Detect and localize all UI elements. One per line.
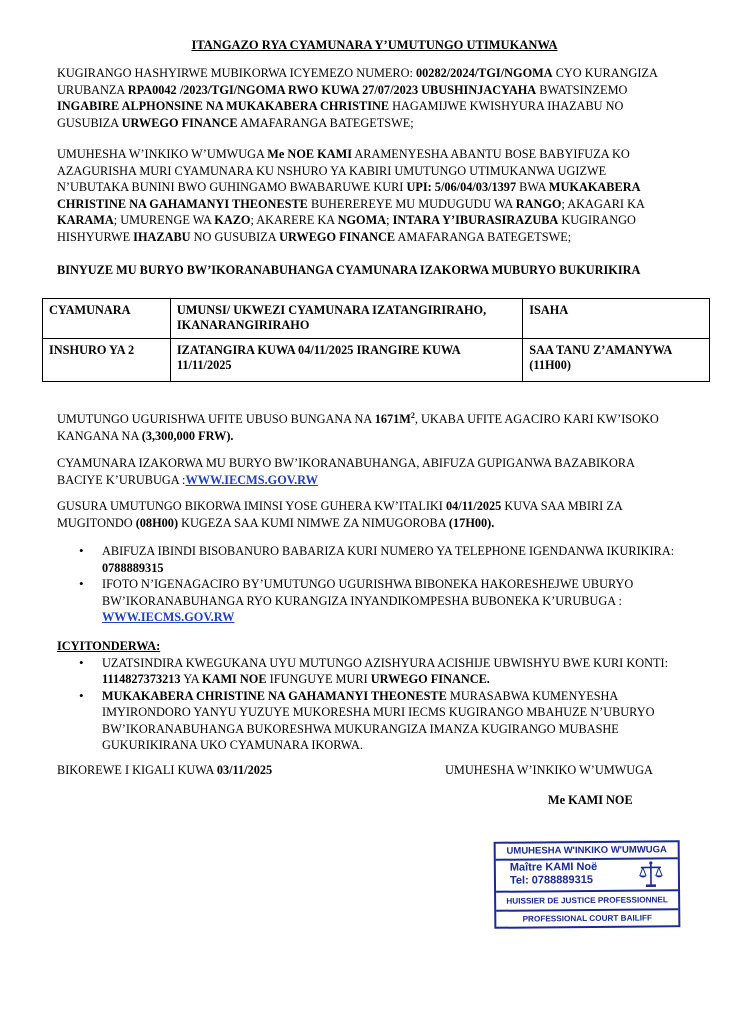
table-cell: INSHURO YA 2: [43, 339, 171, 382]
bailiff-text: ARAMENYESHA ABANTU BOSE BABYIFUZA KO AZAGURISHA MURI CYAMUNARA KU NSHURO YA KABIRI UMUTUNGO UTIMUKANWA UGIZWE N’UBUTAKA BUNINI BWO GUHINGAMO BWABARUWE KURI: [57, 147, 630, 194]
table-header-cell: ISAHA: [523, 299, 710, 339]
iecms-website-link[interactable]: WWW.IECMS.GOV.RW: [185, 472, 318, 487]
bailiff-text: NO GUSUBIZA: [190, 229, 280, 244]
stamp-phone: Tel: 0788889315: [509, 873, 593, 887]
account-number: 1114827373213: [102, 672, 181, 686]
intro-text: CYO KURANGIZA URUBANZA: [57, 66, 658, 97]
bailiff-text: BUHEREREYE MU MUDUGUDU WA: [307, 196, 516, 211]
stamp-identity: [496, 859, 678, 893]
visit-text: GUSURA UMUTUNGO BIKORWA IMINSI YOSE GUHERA KW’ITALIKI: [57, 499, 446, 513]
list-item: [57, 655, 677, 688]
scales-of-justice-icon: [638, 860, 664, 888]
fine-word: IHAZABU: [133, 229, 191, 244]
list-item: [57, 688, 677, 754]
visit-start-time: (08H00): [135, 515, 179, 530]
intro-text: BWATSINZEMO: [536, 82, 628, 97]
upi-number: UPI: 5/06/04/03/1397: [406, 180, 517, 194]
intro-paragraph: [57, 65, 677, 131]
stamp-title: UMUHESHA W'INKIKO W'UMWUGA: [496, 842, 678, 861]
decision-number: 00282/2024/TGI/NGOMA: [416, 66, 553, 80]
table-header-row: [43, 299, 710, 339]
cell-name: KARAMA: [57, 213, 114, 227]
creditor-name: URWEGO FINANCE: [121, 115, 238, 130]
owner-names: MUKAKABERA CHRISTINE NA GAHAMANYI THEONESTE: [102, 688, 447, 703]
debtor-names: INGABIRE ALPHONSINE NA MUKAKABERA CHRISTINE: [57, 99, 390, 113]
info-bullet-list: [57, 543, 677, 626]
table-header-cell: CYAMUNARA: [43, 299, 171, 339]
visit-start-date: 04/11/2025: [445, 499, 502, 513]
area-unit-exponent: 2: [410, 411, 415, 420]
bailiff-name: Me NOE KAMI: [267, 147, 352, 161]
bailiff-text: BWA: [516, 180, 549, 194]
owner-names: MUKAKABERA CHRISTINE NA GAHAMANYI THEONESTE: [57, 180, 640, 211]
iecms-website-link[interactable]: WWW.IECMS.GOV.RW: [102, 610, 235, 624]
district-name: NGOMA: [337, 213, 387, 227]
stamp-english-title: PROFESSIONAL COURT BAILIFF: [522, 913, 653, 924]
signer-name: Me KAMI NOE: [548, 793, 633, 807]
table-row: [43, 339, 710, 382]
visit-paragraph: [57, 498, 677, 531]
notes-heading: ICYITONDERWA:: [57, 639, 161, 653]
page-title: ITANGAZO RYA CYAMUNARA Y’UMUTUNGO UTIMUKANWA: [191, 38, 558, 52]
list-item: [57, 543, 677, 576]
bailiff-text: KUGIRANGO HISHYURWE: [57, 213, 636, 244]
stamp-french-title: HUISSIER DE JUSTICE PROFESSIONNEL: [496, 891, 678, 912]
village-name: RANGO: [515, 196, 562, 211]
bailiff-text: UMUHESHA W’INKIKO W’UMWUGA: [57, 147, 268, 161]
table-cell: SAA TANU Z’AMANYWA (11H00): [523, 339, 710, 382]
method-heading: BINYUZE MU BURYO BW’IKORANABUHANGA CYAMUNARA IZAKORWA MUBURYO BUKURIKIRA: [57, 263, 641, 277]
info-text: IFOTO N’IGENAGACIRO BY’UMUTUNGO UGURISHWA BIBONEKA HAKORESHEJWE UBURYO BW’IKORANABUHANGA RYO KURANGIZA INYANDIKOMPESHA BUBONEKA K’URUBUGA :: [102, 577, 634, 608]
notes-section: [57, 638, 677, 754]
note-text: MURASABWA KUMENYESHA IMYIRONDORO YANYU YUZUYE MUKORESHA MURI IECMS KUGIRANGO MBAHUZE N’UBURYO BW’IKORANABUHANGA BUKORESHWA MUKURANGIZA IMANZA KUGIRANGO MUBASHE GUKURIKIRANA UKO CYAMUNARA IKORWA.: [102, 688, 655, 752]
property-value: (3,300,000 FRW).: [141, 428, 234, 443]
place-date-text: BIKOREWE I KIGALI KUWA: [57, 763, 217, 777]
bailiff-text: ; UMURENGE WA: [113, 213, 215, 227]
bailiff-text: ; AKARERE KA: [250, 213, 338, 227]
register-text: CYAMUNARA IZAKORWA MU BURYO BW’IKORANABUHANGA, ABIFUZA GUPIGANWA BAZABIKORA BACIYE K’URUBUGA :: [57, 456, 635, 487]
sector-name: KAZO: [214, 213, 251, 227]
bailiff-text: AMAFARANGA BATEGETSWE;: [395, 229, 572, 244]
signature-date: 03/11/2025: [216, 763, 273, 777]
area-value: 1671M: [374, 412, 411, 427]
note-text: YA: [180, 672, 202, 686]
stamp-name: Maître KAMI Noë: [509, 860, 598, 874]
phone-number: 0788889315: [102, 560, 164, 575]
bailiff-text: ; AKAGARI KA: [561, 196, 645, 211]
visit-text: KUGEZA SAA KUMI NIMWE ZA NIMUGOROBA: [178, 515, 449, 530]
area-text: , UKABA UFITE AGACIRO KARI KW’ISOKO KANGANA NA: [57, 412, 659, 443]
register-paragraph: [57, 455, 677, 488]
bailiff-text: ;: [386, 213, 393, 227]
bank-name: URWEGO FINANCE.: [370, 672, 490, 686]
area-paragraph: [57, 408, 677, 444]
intro-text: KUGIRANGO HASHYIRWE MUBIKORWA ICYEMEZO NUMERO:: [57, 66, 416, 80]
account-holder: KAMI NOE: [202, 672, 267, 686]
official-stamp: [494, 840, 681, 929]
area-text: UMUTUNGO UGURISHWA UFITE UBUSO BUNGANA NA: [57, 412, 375, 427]
creditor-name: URWEGO FINANCE: [279, 229, 396, 244]
province-name: INTARA Y’IBURASIRAZUBA: [392, 213, 559, 227]
info-text: ABIFUZA IBINDI BISOBANURO BABARIZA KURI NUMERO YA TELEPHONE IGENDANWA IKURIKIRA:: [102, 544, 675, 558]
intro-text: HAGAMIJWE KWISHYURA IHAZABU NO GUSUBIZA: [57, 99, 624, 130]
note-text: IFUNGUYE MURI: [266, 672, 371, 686]
table-cell: IZATANGIRA KUWA 04/11/2025 IRANGIRE KUWA 11/11/2025: [170, 339, 522, 382]
place-date: [57, 763, 272, 778]
list-item: [57, 576, 677, 626]
visit-text: KUVA SAA MBIRI ZA MUGITONDO: [57, 499, 623, 530]
case-number: RPA0042 /2023/TGI/NGOMA RWO KUWA 27/07/2023 UBUSHINJACYAHA: [127, 82, 537, 97]
note-text: UZATSINDIRA KWEGUKANA UYU MUTUNGO AZISHYURA ACISHIJE UBWISHYU BWE KURI KONTI:: [102, 655, 668, 670]
visit-end-time: (17H00).: [448, 515, 495, 530]
signer-role: UMUHESHA W’INKIKO W’UMWUGA: [445, 763, 653, 777]
auction-schedule-table: [42, 298, 710, 382]
bailiff-paragraph: [57, 146, 677, 245]
intro-text: AMAFARANGA BATEGETSWE;: [237, 115, 414, 130]
table-header-cell: UMUNSI/ UKWEZI CYAMUNARA IZATANGIRIRAHO, IKANARANGIRIRAHO: [170, 299, 522, 339]
